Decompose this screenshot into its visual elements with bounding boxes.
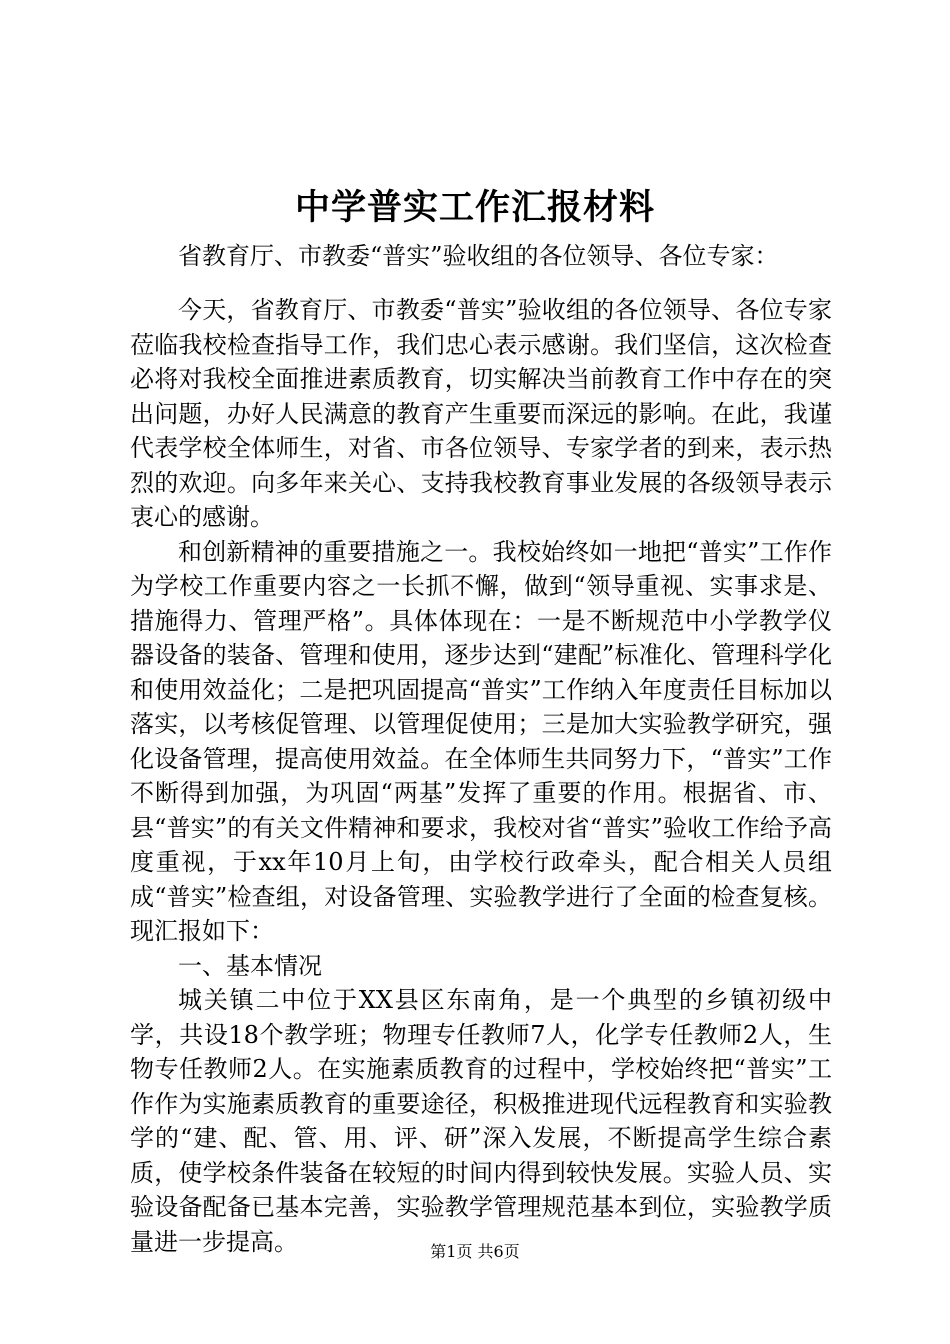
document-body <box>130 293 832 1259</box>
paragraph-welcome: 今天，省教育厅、市教委“普实”验收组的各位领导、各位专家莅临我校检查指导工作，我们忠心表示感谢。我们坚信，这次检查必将对我校全面推进素质教育，切实解决当前教育工作中存在的突出问题，办好人民满意的教育产生重要而深远的影响。在此，我谨代表学校全体师生，对省、市各位领导、专家学者的到来，表示热烈的欢迎。向多年来关心、支持我校教育事业发展的各级领导表示衷心的感谢。 <box>130 296 832 531</box>
greeting-line: 省教育厅、市教委“普实”验收组的各位领导、各位专家： <box>178 242 779 270</box>
paragraph-measures: 和创新精神的重要措施之一。我校始终如一地把“普实”工作作为学校工作重要内容之一长抓不懈，做到“领导重视、实事求是、措施得力、管理严格”。具体体现在：一是不断规范中小学教学仪器设备的装备、管理和使用，逐步达到“建配”标准化、管理科学化和使用效益化；二是把巩固提高“普实”工作纳入年度责任目标加以落实，以考核促管理、以管理促使用；三是加大实验教学研究，强化设备管理，提高使用效益。在全体师生共同努力下，“普实”工作不断得到加强，为巩固“两基”发挥了重要的作用。根据省、市、县“普实”的有关文件精神和要求，我校对省“普实”验收工作给予高度重视，于xx年10月上旬，由学校行政牵头，配合相关人员组成“普实”检查组，对设备管理、实验教学进行了全面的检查复核。现汇报如下： <box>130 537 832 945</box>
paragraph-basic-situation: 城关镇二中位于XX县区东南角，是一个典型的乡镇初级中学，共设18个教学班；物理专任教师7人，化学专任教师2人，生物专任教师2人。在实施素质教育的过程中，学校始终把“普实”工作作为实施素质教育的重要途径，积极推进现代远程教育和实验教学的“建、配、管、用、评、研”深入发展，不断提高学生综合素质，使学校条件装备在较短的时间内得到较快发展。实验人员、实验设备配备已基本完善，实验教学管理规范基本到位，实验教学质量进一步提高。 <box>130 986 832 1256</box>
section-heading-basic-situation: 一、基本情况 <box>178 951 322 980</box>
document-title: 中学普实工作汇报材料 <box>294 187 655 228</box>
page-number-footer: 第1页 共6页 <box>430 1242 520 1261</box>
